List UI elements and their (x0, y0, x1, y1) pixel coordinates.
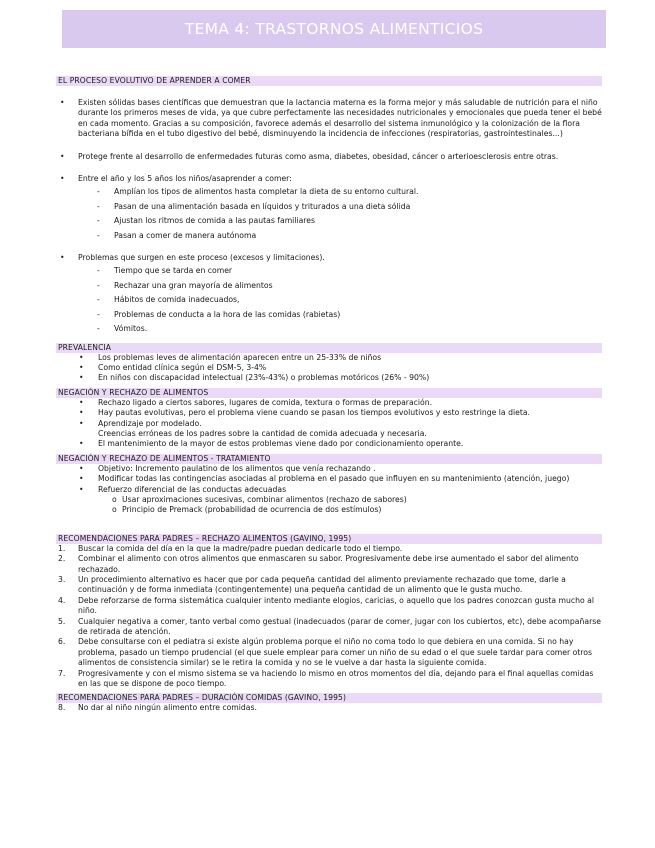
bullet-text: Problemas que surgen en este proceso (excesos y limitaciones). (78, 253, 325, 263)
bullet-marker: • (79, 408, 84, 418)
bullet-marker: • (79, 362, 84, 372)
dash-marker: - (97, 295, 100, 305)
bullet-text: Refuerzo diferencial de las conductas adecuadas (98, 484, 287, 494)
item-text: Progresivamente y con el mismo sistema se va haciendo lo mismo en otros momentos del día, dejando para el final aquellas comidas en las que se dispone de poco tiempo. (78, 668, 594, 689)
bullet-marker: • (79, 463, 84, 473)
dash-marker: - (97, 216, 100, 226)
sub-bullet-item (56, 495, 602, 505)
sub-bullet-item (56, 505, 602, 515)
numbered-item (56, 575, 602, 596)
item-number: 1. (58, 543, 66, 553)
bullet-text: Objetivo: Incremento paulatino de los alimentos que venía rechazando . (98, 463, 376, 473)
continuation-text: Creencias erróneas de los padres sobre la cantidad de comida adecuada y necesaria. (98, 428, 427, 438)
item-text: Debe consultarse con el pediatra si existe algún problema porque el niño no coma todo lo que debiera en una comida. Si no hay problema, pasado un tiempo prudencial (el que suele emplear para comer un niño de su edad o el que suele tardar para comer otros alimentos de consistencia similar) se le retira la comida y no se le vuelve a dar hasta la siguiente comida. (78, 637, 593, 668)
item-text: Combinar el alimento con otros alimentos que enmascaren su sabor. Progresivamente debe irse aumentado el sabor del alimento rechazado. (78, 554, 579, 574)
bullet-item (56, 253, 602, 263)
bullet-text: Rechazo ligado a ciertos sabores, lugares de comida, textura o formas de preparación. (98, 397, 433, 407)
numbered-item (56, 669, 602, 690)
bullet-item (56, 439, 602, 449)
section-heading-recomendaciones-duracion: RECOMENDACIONES PARA PADRES – DURACIÓN COMIDAS (GAVINO, 1995) (56, 693, 602, 703)
section-heading-aprender-comer: EL PROCESO EVOLUTIVO DE APRENDER A COMER (56, 76, 602, 86)
dash-text: Pasan de una alimentación basada en líquidos y triturados a una dieta sólida (114, 201, 411, 211)
item-text: No dar al niño ningún alimento entre comidas. (78, 703, 257, 713)
dash-text: Hábitos de comida inadecuados, (114, 295, 240, 305)
numbered-item (56, 554, 602, 575)
item-number: 7. (58, 668, 66, 678)
section-heading-negacion: NEGACIÓN Y RECHAZO DE ALIMENTOS (56, 388, 602, 398)
dash-text: Problemas de conducta a la hora de las comidas (rabietas) (114, 309, 341, 319)
item-number: 6. (58, 637, 66, 647)
dash-text: Pasan a comer de manera autónoma (114, 230, 257, 240)
numbered-item (56, 703, 602, 713)
dash-item (56, 202, 602, 212)
numbered-item (56, 544, 602, 554)
item-number: 3. (58, 575, 66, 584)
dash-marker: - (97, 266, 100, 276)
numbered-item (56, 596, 602, 617)
dash-marker: - (97, 309, 100, 319)
bullet-text: Los problemas leves de alimentación aparecen entre un 25-33% de niños (98, 352, 382, 362)
dash-marker: - (97, 230, 100, 240)
dash-item (56, 281, 602, 291)
bullet-text: El mantenimiento de la mayor de estos problemas viene dado por condicionamiento operante. (98, 439, 464, 449)
item-number: 2. (58, 554, 66, 564)
sub-bullet-text: Principio de Premack (probabilidad de ocurrencia de dos estímulos) (122, 505, 382, 515)
section-heading-recomendaciones-rechazo: RECOMENDACIONES PARA PADRES – RECHAZO ALIMENTOS (GAVINO, 1995) (56, 534, 602, 544)
bullet-item (56, 98, 602, 140)
dash-marker: - (97, 324, 100, 334)
item-text: Cualquier negativa a comer, tanto verbal como gestual (inadecuados (parar de comer, jugar con los cubiertos, etc), debe acompañarse de retirada de atención. (78, 616, 601, 637)
numbered-item (56, 617, 602, 638)
bullet-marker: • (79, 373, 84, 383)
bullet-marker: • (60, 151, 65, 161)
dash-marker: - (97, 187, 100, 197)
dash-item (56, 216, 602, 226)
bullet-item (56, 419, 602, 429)
bullet-text: Existen sólidas bases científicas que demuestran que la lactancia materna es la forma mejor y más saludable de nutrición para el niño durante los primeros meses de vida, ya que cubre perfectamente las necesidades nutricionales y emocionales que pueda tener el bebé en cada momento. Gracias a su composición, favorece además el desarrollo del sistema inmunológico y la colonización de la flora bacteriana bífida en el tubo digestivo del bebé, disminuyendo la incidencia de infecciones (respiratorias, gastrointestinales...) (78, 98, 602, 139)
dash-marker: - (97, 280, 100, 290)
bullet-marker: • (79, 484, 84, 494)
bullet-text: Protege frente al desarrollo de enfermedades futuras como asma, diabetes, obesidad, cáncer o arterioesclerosis entre otras. (78, 151, 559, 161)
item-text: Un procedimiento alternativo es hacer que por cada pequeña cantidad del alimento previamente rechazado que tome, darle a continuación y de forma inmediata (contingentemente) una pequeña cantidad de un alimento que le gusta mucho. (78, 575, 566, 595)
item-number: 8. (58, 703, 66, 713)
item-text: Debe reforzarse de forma sistemática cualquier intento mediante elogios, caricias, o aquello que los padres conozcan gusta mucho al niño. (78, 595, 594, 616)
numbered-item (56, 637, 602, 668)
bullet-marker: • (60, 253, 65, 263)
bullet-text: Entre el año y los 5 años los niños/asaprender a comer: (78, 174, 292, 184)
section-heading-tratamiento: NEGACIÓN Y RECHAZO DE ALIMENTOS - TRATAMIENTO (56, 454, 602, 464)
item-number: 4. (58, 595, 66, 605)
document-body (56, 76, 602, 714)
dash-text: Ajustan los ritmos de comida a las pautas familiares (114, 216, 316, 226)
dash-text: Rechazar una gran mayoría de alimentos (114, 280, 273, 290)
dash-item (56, 231, 602, 241)
section-heading-prevalencia: PREVALENCIA (56, 343, 602, 353)
dash-text: Amplían los tipos de alimentos hasta completar la dieta de su entorno cultural. (114, 187, 419, 197)
dash-text: Tiempo que se tarda en comer (114, 266, 233, 276)
bullet-item (56, 174, 602, 184)
bullet-item (56, 408, 602, 418)
bullet-marker: • (60, 98, 65, 107)
sub-bullet-text: Usar aproximaciones sucesivas, combinar alimentos (rechazo de sabores) (122, 494, 407, 504)
bullet-item (56, 353, 602, 363)
dash-item (56, 266, 602, 276)
dash-text: Vómitos. (114, 324, 148, 334)
bullet-text: Hay pautas evolutivas, pero el problema viene cuando se pasan los tiempos evolutivos y esto restringe la dieta. (98, 408, 530, 418)
dash-marker: - (97, 201, 100, 211)
bullet-text: Modificar todas las contingencias asociadas al problema en el pasado que influyen en su mantenimiento (atención, juego) (98, 474, 570, 484)
bullet-item (56, 464, 602, 474)
bullet-item (56, 485, 602, 495)
bullet-item (56, 398, 602, 408)
bullet-marker: • (79, 418, 84, 428)
title-banner (62, 10, 606, 48)
dash-item (56, 295, 602, 305)
bullet-item (56, 152, 602, 162)
page-title: TEMA 4: TRASTORNOS ALIMENTICIOS (184, 20, 484, 38)
bullet-item (56, 373, 602, 383)
bullet-text: En niños con discapacidad intelectual (23%-43%) o problemas motóricos (26% - 90%) (98, 373, 430, 383)
bullet-marker: • (79, 352, 84, 362)
item-number: 5. (58, 616, 66, 626)
bullet-text: Como entidad clínica según el DSM-5, 3-4% (98, 362, 267, 372)
bullet-marker: • (79, 474, 84, 484)
bullet-text: Aprendizaje por modelado. (98, 418, 202, 428)
sub-bullet-marker: o (112, 505, 117, 515)
bullet-marker: • (60, 174, 65, 184)
bullet-item (56, 474, 602, 484)
dash-item (56, 324, 602, 334)
sub-bullet-marker: o (112, 494, 117, 504)
bullet-item (56, 363, 602, 373)
bullet-marker: • (79, 439, 84, 449)
dash-item (56, 187, 602, 197)
dash-item (56, 310, 602, 320)
bullet-marker: • (79, 397, 84, 407)
item-text: Buscar la comida del día en la que la madre/padre puedan dedicarle todo el tiempo. (78, 543, 403, 553)
